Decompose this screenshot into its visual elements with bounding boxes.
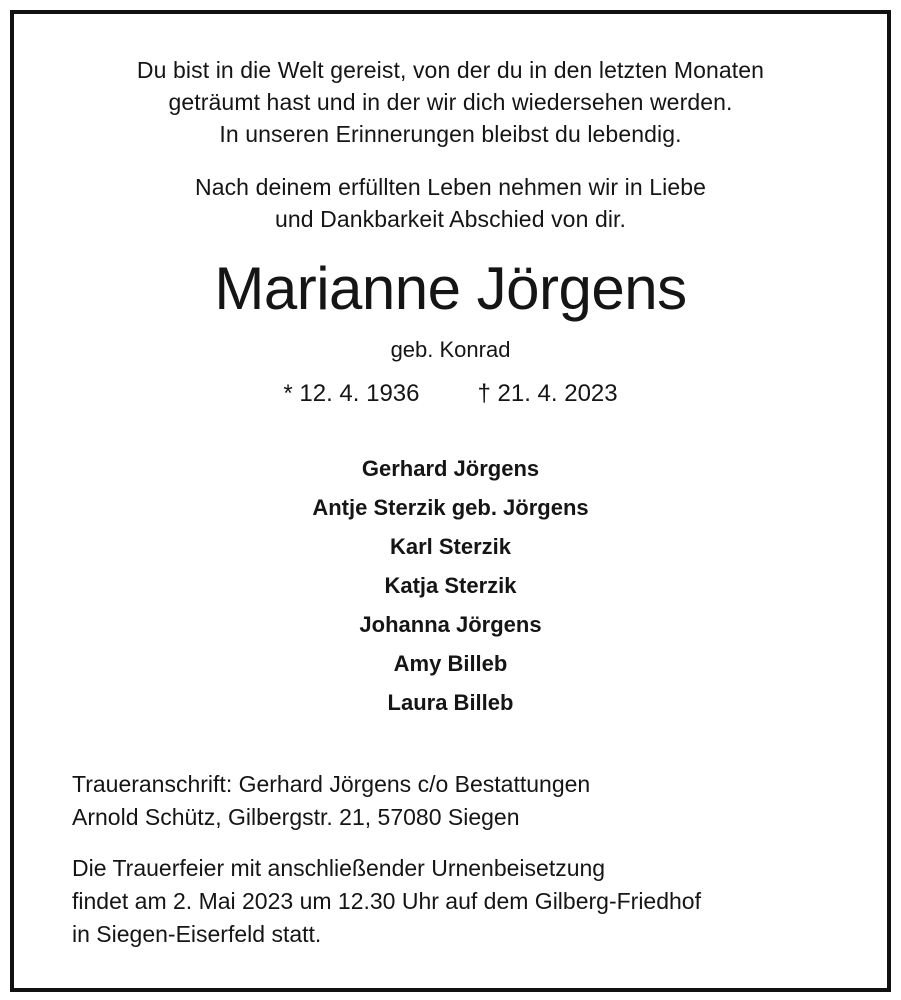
- address-line: Arnold Schütz, Gilbergstr. 21, 57080 Siegen: [72, 804, 520, 830]
- mourner-name: Antje Sterzik geb. Jörgens: [312, 495, 589, 520]
- obituary-notice: [10, 10, 891, 992]
- maiden-name: geb. Konrad: [390, 337, 511, 362]
- birth-date: * 12. 4. 1936: [283, 380, 420, 407]
- mourner-name: Katja Sterzik: [384, 573, 517, 598]
- death-date: † 21. 4. 2023: [477, 380, 618, 407]
- deceased-name: Marianne Jörgens: [214, 255, 687, 322]
- verse-line: Du bist in die Welt gereist, von der du in den letzten Monaten: [136, 57, 765, 83]
- ceremony-line: findet am 2. Mai 2023 um 12.30 Uhr auf dem Gilberg-Friedhof: [72, 888, 701, 914]
- verse-line: In unseren Erinnerungen bleibst du lebendig.: [219, 121, 682, 147]
- mourner-name: Amy Billeb: [393, 651, 508, 676]
- mourner-name: Karl Sterzik: [389, 534, 512, 559]
- life-dates: [14, 380, 887, 408]
- mourner-name: Johanna Jörgens: [359, 612, 542, 637]
- ceremony-line: Die Trauerfeier mit anschließender Urnenbeisetzung: [72, 855, 606, 881]
- ceremony-line: in Siegen-Eiserfeld statt.: [72, 921, 322, 947]
- address-line: Traueranschrift: Gerhard Jörgens c/o Bestattungen: [72, 771, 591, 797]
- verse-line: geträumt hast und in der wir dich wiedersehen werden.: [168, 89, 733, 115]
- farewell-line: Nach deinem erfüllten Leben nehmen wir in Liebe: [194, 174, 706, 200]
- mourner-name: Gerhard Jörgens: [361, 456, 540, 481]
- mourner-name: Laura Billeb: [387, 690, 514, 715]
- farewell-line: und Dankbarkeit Abschied von dir.: [274, 206, 627, 232]
